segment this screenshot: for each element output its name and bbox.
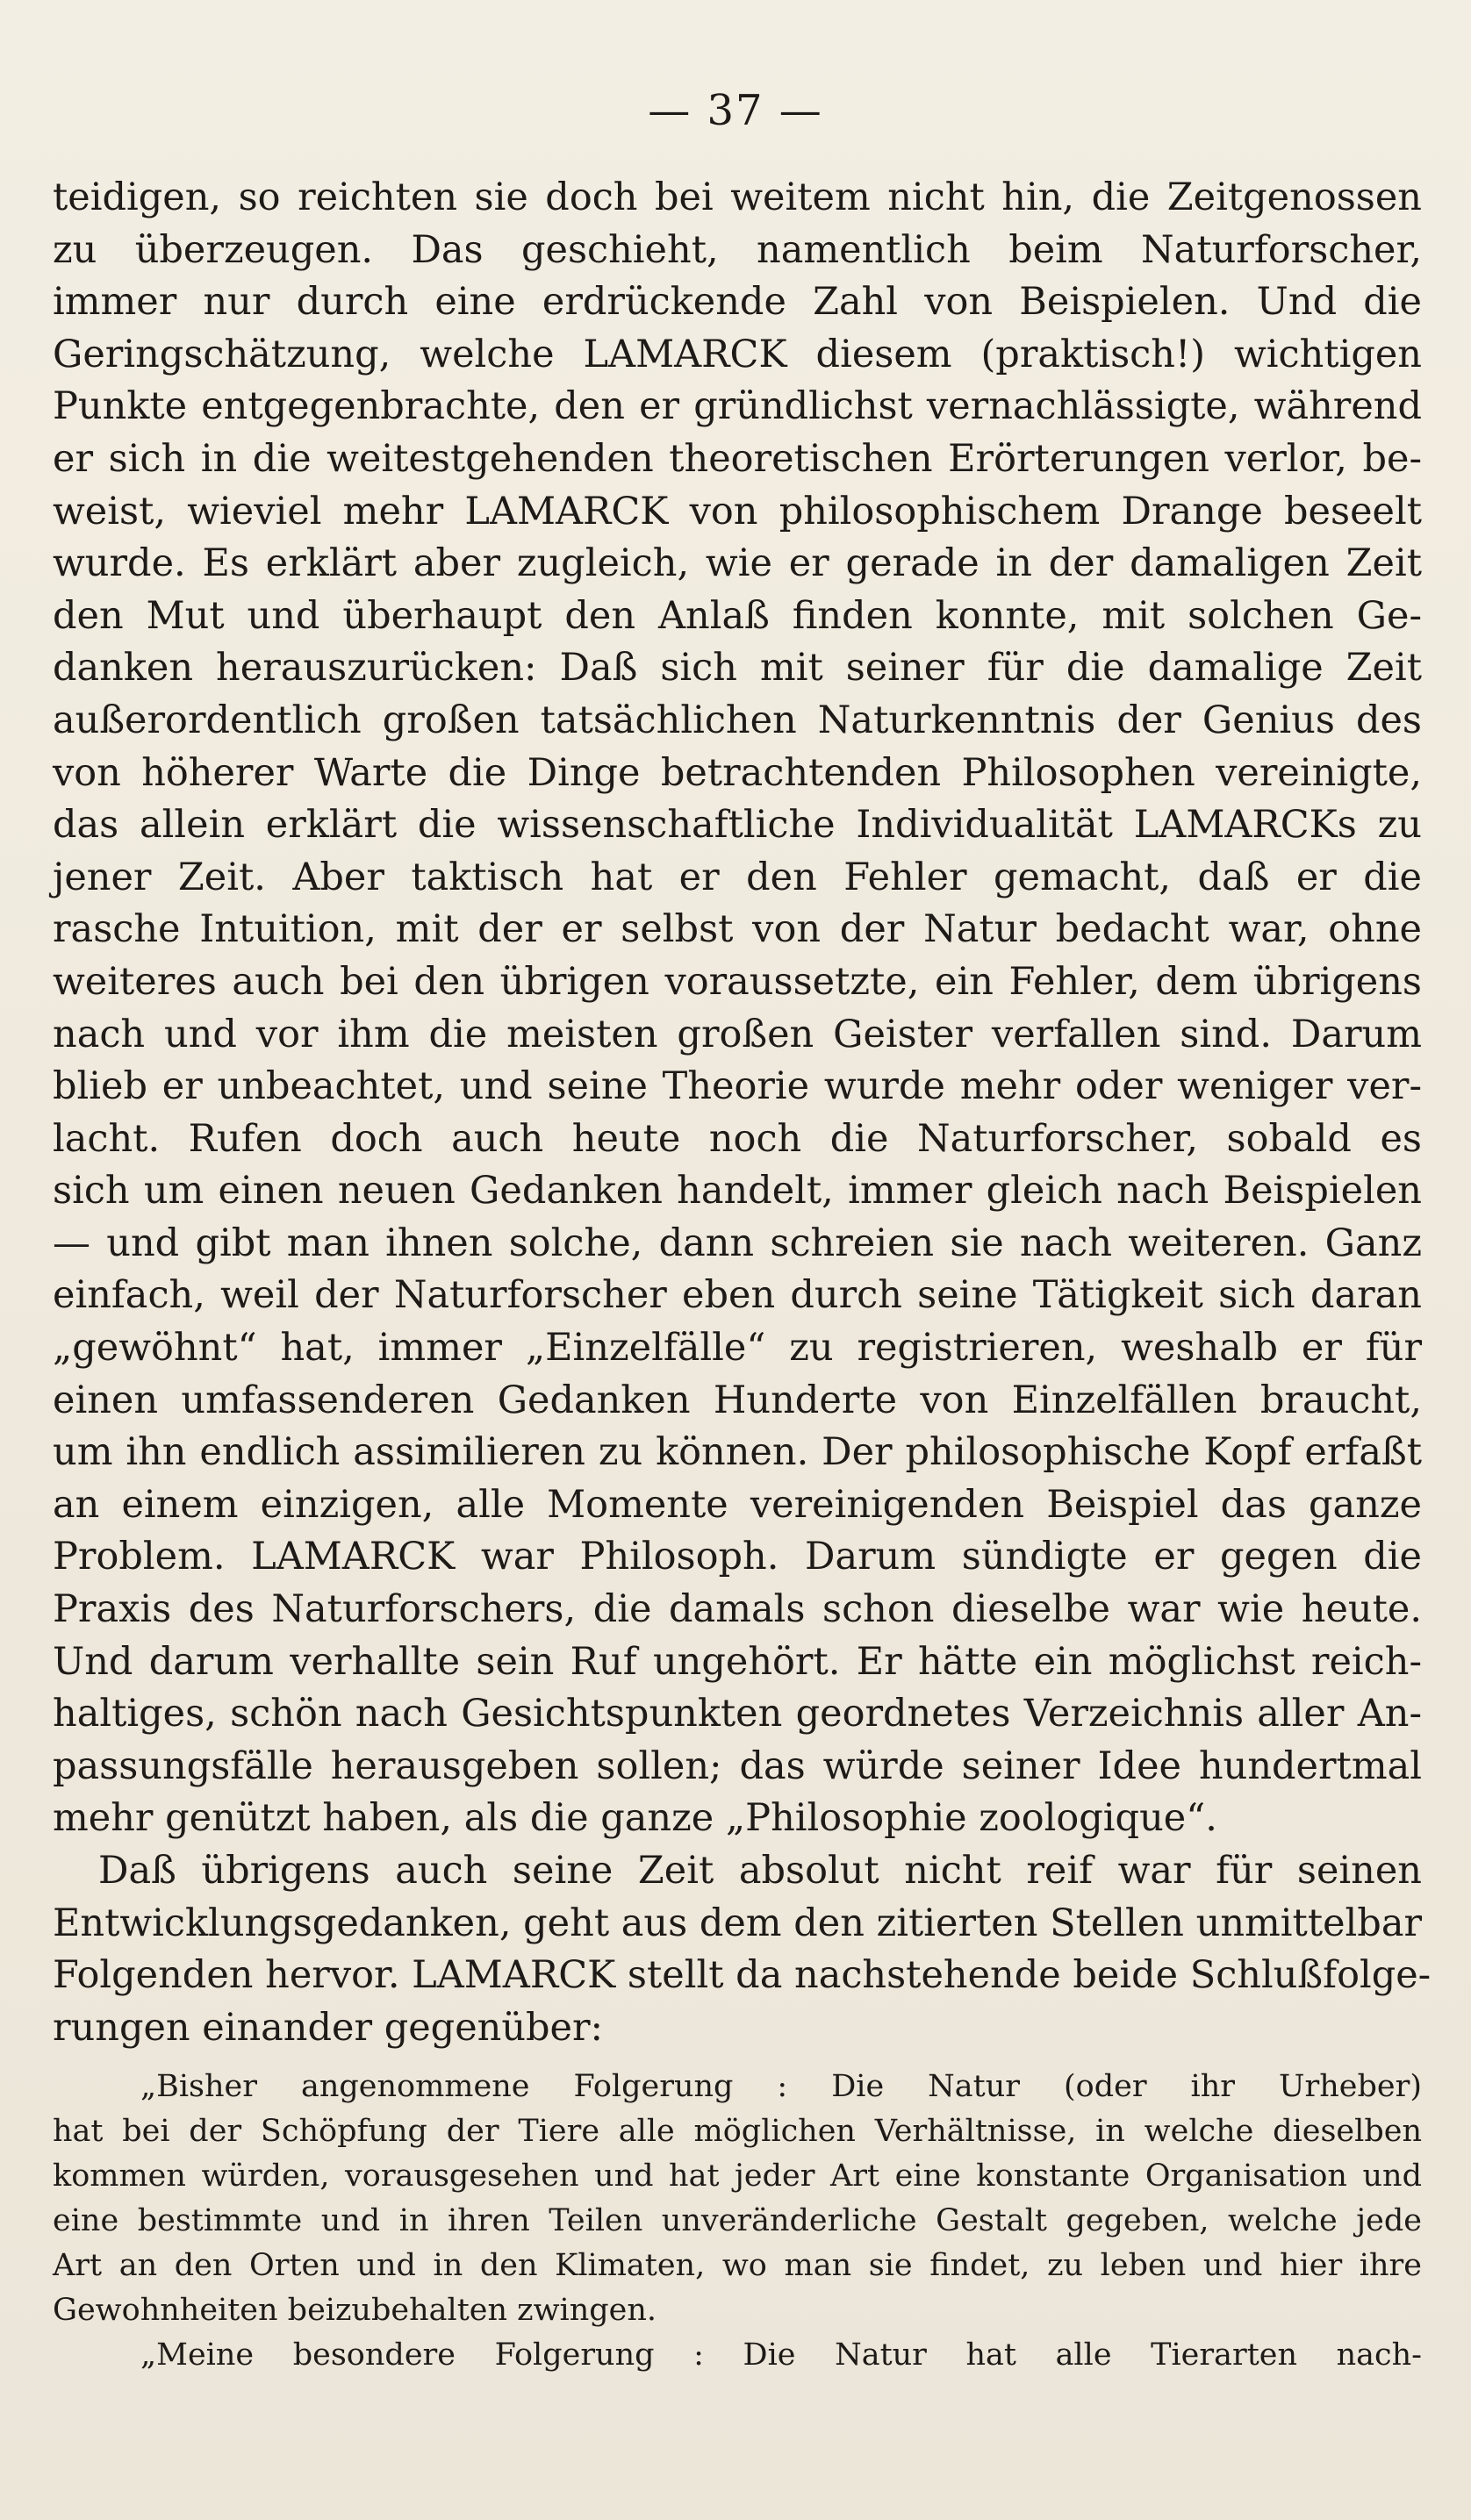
text-line: wurde. Es erklärt aber zugleich, wie er gerade in der damaligen Zeit [53,541,1422,586]
text-line: einen umfassenderen Gedanken Hunderte von Einzelfällen braucht, [53,1378,1422,1422]
text-line: mehr genützt haben, als die ganze „Philosophie zoologique“. [53,1796,1217,1841]
text-line: Und darum verhallte sein Ruf ungehört. Er hätte ein möglichst reich- [53,1639,1422,1684]
text-line: haltiges, schön nach Gesichtspunkten geordnetes Verzeichnis aller An- [53,1692,1422,1736]
text-line: Problem. LAMARCK war Philosoph. Darum sündigte er gegen die [53,1535,1422,1579]
text-line: an einem einzigen, alle Momente vereinigenden Beispiel das ganze [53,1482,1422,1527]
text-line: rungen einander gegenüber: [53,2005,604,2050]
text-line: jener Zeit. Aber taktisch hat er den Fehler gemacht, daß er die [53,855,1422,899]
text-line: er sich in die weitestgehenden theoretischen Erörterungen verlor, be- [53,436,1422,481]
text-line: danken herauszurücken: Daß sich mit seiner für die damalige Zeit [53,646,1422,691]
text-line: sich um einen neuen Gedanken handelt, immer gleich nach Beispielen [53,1169,1422,1213]
paragraph-1 [53,172,1422,1845]
text-line: Folgenden hervor. LAMARCK stellt da nachstehende beide Schlußfolge- [53,1953,1432,1998]
text-line: „gewöhnt“ hat, immer „Einzelfälle“ zu registrieren, weshalb er für [53,1326,1422,1371]
quote-2 [53,2333,1422,2378]
quote-1 [53,2065,1422,2333]
text-line: außerordentlich großen tatsächlichen Naturkenntnis der Genius des [53,698,1422,742]
text-line: Entwicklungsgedanken, geht aus dem den zitierten Stellen unmittelbar [53,1901,1423,1945]
body-text [53,172,1432,2378]
paragraph-2 [53,1845,1432,2054]
text-line: von höherer Warte die Dinge betrachtenden Philosophen vereinigte, [53,750,1422,795]
quote-line: „Bisher angenommene Folgerung : Die Natur (oder ihr Urheber) [140,2069,1422,2105]
quote-line: hat bei der Schöpfung der Tiere alle möglichen Verhältnisse, in welche dieselben [53,2114,1422,2150]
text-line: das allein erklärt die wissenschaftliche Individualität LAMARCKs zu [53,803,1422,848]
text-line: lacht. Rufen doch auch heute noch die Naturforscher, sobald es [53,1116,1422,1161]
text-line: weist, wieviel mehr LAMARCK von philosophischem Drange beseelt [53,489,1422,533]
spacer [53,2054,1422,2065]
quote-line: „Meine besondere Folgerung : Die Natur hat alle Tierarten nach- [140,2337,1422,2373]
text-line: blieb er unbeachtet, und seine Theorie wurde mehr oder weniger ver- [53,1064,1422,1109]
text-line: Punkte entgegenbrachte, den er gründlichst vernachlässigte, während [53,384,1422,429]
text-line: einfach, weil der Naturforscher eben durch seine Tätigkeit sich daran [53,1273,1422,1318]
quote-line: Gewohnheiten beizubehalten zwingen. [53,2293,657,2329]
text-line: nach und vor ihm die meisten großen Geister verfallen sind. Darum [53,1012,1422,1056]
text-line: zu überzeugen. Das geschieht, namentlich beim Naturforscher, [53,227,1422,272]
text-line: Praxis des Naturforschers, die damals schon dieselbe war wie heute. [53,1587,1422,1632]
text-line: immer nur durch eine erdrückende Zahl von Beispielen. Und die [53,280,1422,325]
text-line: den Mut und überhaupt den Anlaß finden konnte, mit solchen Ge- [53,593,1422,638]
text-line: teidigen, so reichten sie doch bei weitem nicht hin, die Zeitgenossen [53,175,1422,219]
page-number: — 37 — [648,86,823,135]
text-line: Daß übrigens auch seine Zeit absolut nicht reif war für seinen [98,1849,1422,1893]
quote-line: Art an den Orten und in den Klimaten, wo man sie findet, zu leben und hier ihre [53,2248,1422,2284]
text-line: rasche Intuition, mit der er selbst von der Natur bedacht war, ohne [53,907,1422,952]
text-line: um ihn endlich assimilieren zu können. Der philosophische Kopf erfaßt [53,1430,1422,1475]
quote-line: eine bestimmte und in ihren Teilen unveränderliche Gestalt gegeben, welche jede [53,2203,1422,2239]
text-line: Geringschätzung, welche LAMARCK diesem (praktisch!) wichtigen [53,332,1422,376]
text-line: weiteres auch bei den übrigen voraussetzte, ein Fehler, dem übrigens [53,959,1422,1004]
text-line: passungsfälle herausgeben sollen; das würde seiner Idee hundertmal [53,1743,1422,1788]
text-line: — und gibt man ihnen solche, dann schreien sie nach weiteren. Ganz [53,1221,1422,1265]
quote-line: kommen würden, vorausgesehen und hat jeder Art eine konstante Organisation und [53,2158,1422,2194]
